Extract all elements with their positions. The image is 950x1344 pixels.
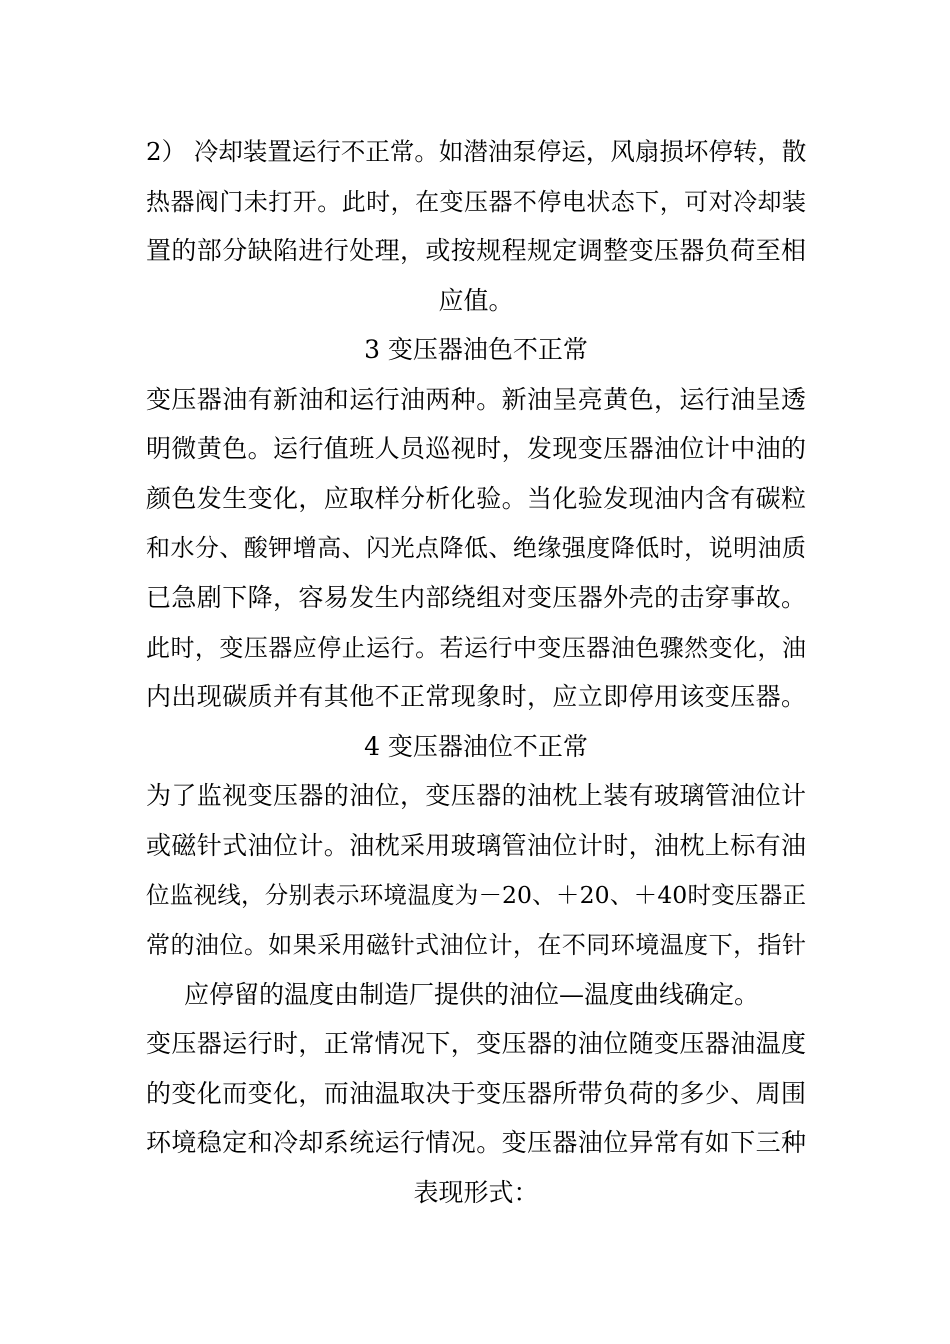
paragraph-line: 常的油位。如果采用磁针式油位计，在不同环境温度下，指针 — [146, 931, 806, 959]
paragraph-line: 的变化而变化，而油温取决于变压器所带负荷的多少、周围 — [146, 1079, 806, 1108]
paragraph-line: 或磁针式油位计。油枕采用玻璃管油位计时，油枕上标有油 — [146, 831, 806, 860]
paragraph-line: 此时，变压器应停止运行。若运行中变压器油色骤然变化，油 — [146, 634, 806, 662]
section-heading: 4 变压器油位不正常 — [364, 732, 588, 761]
paragraph-line: 已急剧下降，容易发生内部绕组对变压器外壳的击穿事故。 — [146, 583, 806, 612]
paragraph-line: 变压器运行时，正常情况下，变压器的油位随变压器油温度 — [146, 1029, 806, 1058]
paragraph-line: 变压器油有新油和运行油两种。新油呈亮黄色，运行油呈透 — [146, 385, 806, 414]
paragraph-line: 表现形式： — [413, 1178, 539, 1207]
paragraph-line: 和水分、酸钾增高、闪光点降低、绝缘强度降低时，说明油质 — [146, 534, 806, 562]
paragraph-line: 明微黄色。运行值班人员巡视时，发现变压器油位计中油的 — [146, 434, 806, 463]
paragraph-line: 热器阀门未打开。此时，在变压器不停电状态下，可对冷却装 — [146, 188, 806, 216]
paragraph-line: 应停留的温度由制造厂提供的油位—温度曲线确定。 — [184, 980, 760, 1009]
paragraph-line: 内出现碳质并有其他不正常现象时，应立即停用该变压器。 — [146, 682, 806, 711]
paragraph-line: 位监视线，分别表示环境温度为－20、＋20、＋40时变压器正 — [146, 881, 806, 909]
paragraph-line: 颜色发生变化，应取样分析化验。当化验发现油内含有碳粒 — [146, 484, 806, 513]
paragraph-line: 应值。 — [438, 286, 514, 315]
paragraph-line: 为了监视变压器的油位，变压器的油枕上装有玻璃管油位计 — [146, 781, 806, 810]
paragraph-line: 置的部分缺陷进行处理，或按规程规定调整变压器负荷至相 — [146, 236, 806, 265]
paragraph-line: 环境稳定和冷却系统运行情况。变压器油位异常有如下三种 — [146, 1128, 806, 1157]
section-heading: 3 变压器油色不正常 — [364, 335, 588, 364]
paragraph-line: 2） 冷却装置运行不正常。如潜油泵停运，风扇损坏停转，散 — [146, 137, 807, 166]
